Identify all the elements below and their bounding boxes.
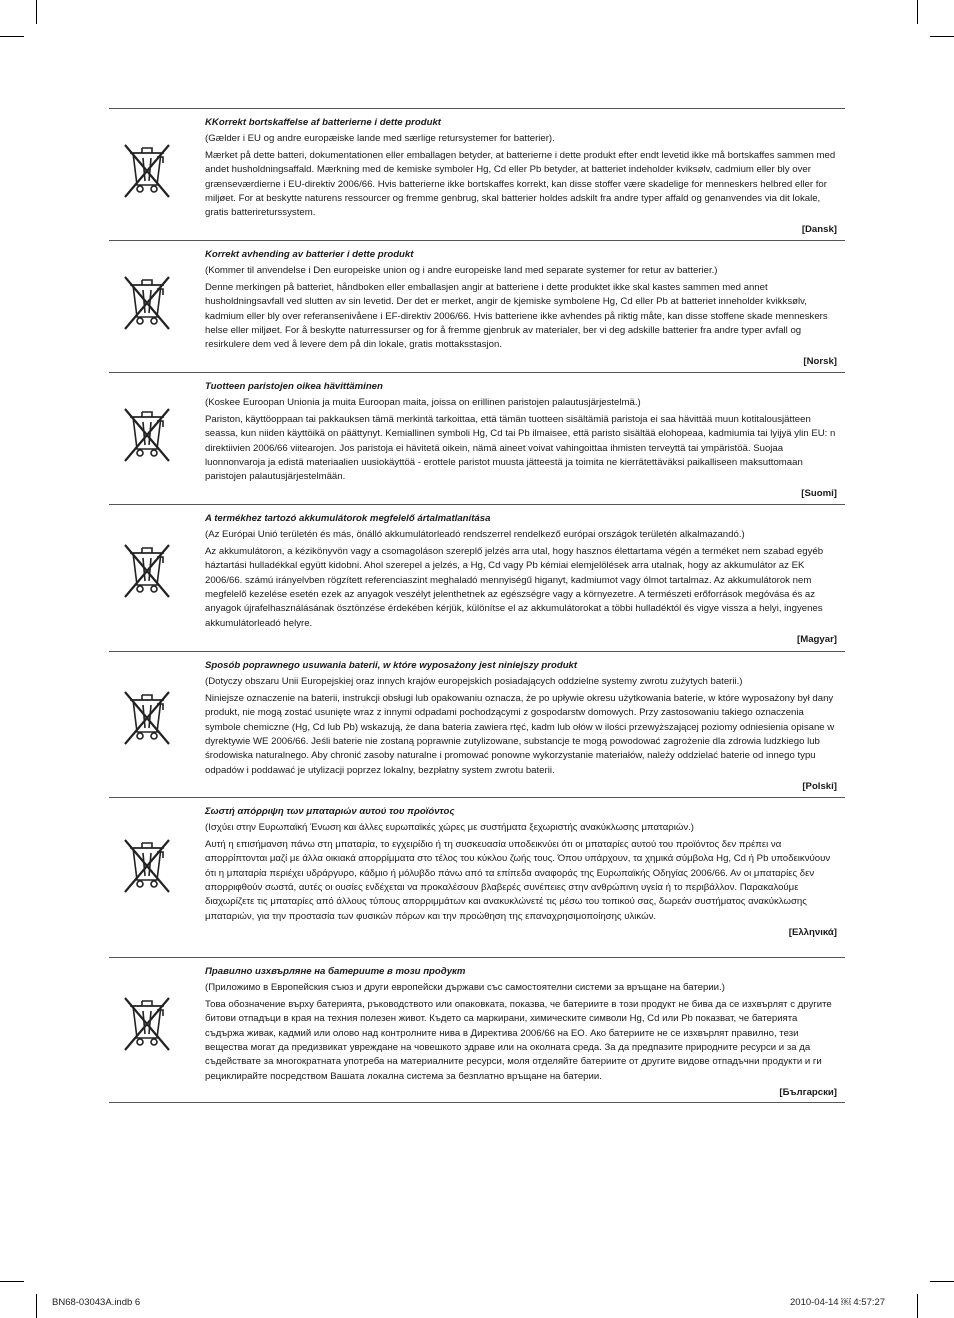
crop-mark <box>930 1281 954 1282</box>
crossed-out-wheelie-bin-icon <box>121 992 173 1056</box>
section-title: A termékhez tartozó akkumulátorok megfelelő ártalmatlanítása <box>205 513 491 524</box>
section-body: Denne merkingen på batteriet, håndboken eller emballasjen angir at batteriene i dette produktet ikke skal kastes sammen med annet husholdningsavfall ved slutten av sin levetid. Der det er merket, angir de kjemiske symbolene Hg, Cd eller Pb at batteriet inneholder kvikksølv, kadmium eller bly over referansenivåene i EF-direktiv 2006/66. Hvis batteriene ikke avhendes på riktig måte, kan disse stoffene skade menneskers helse eller miljøet. For å beskytte naturressurser og for å fremme gjenbruk av materialer, ber vi deg adskille batterier fra andre typer avfall og resirkulere dem ved å levere dem på din lokale, gratis mottaksstasjon. <box>205 281 828 351</box>
crop-mark <box>36 0 37 24</box>
section-intro: (Az Európai Unió területén és más, önálló akkumulátorleadó rendszerrel rendelkező európai országok területén alkalmazandó.) <box>205 529 745 541</box>
language-label: [Dansk] <box>801 223 837 235</box>
section-intro: (Ισχύει στην Ευρωπαϊκή Ένωση και άλλες ευρωπαϊκές χώρες με συστήματα ξεχωριστής ανακύκλωσης μπαταριών.) <box>205 822 694 834</box>
section-title: Σωστή απόρριψη των μπαταριών αυτού του προϊόντος <box>205 806 455 817</box>
section-norsk <box>109 241 845 373</box>
crop-mark <box>0 36 24 37</box>
crossed-out-wheelie-bin-icon <box>121 686 173 750</box>
section-dansk <box>109 109 845 241</box>
section-title: Sposób poprawnego usuwania baterii, w które wyposażony jest niniejszy produkt <box>205 660 578 671</box>
section-suomi <box>109 373 845 505</box>
section-intro: (Dotyczy obszaru Unii Europejskiej oraz innych krajów europejskich posiadających oddzielne systemy zwrotu zużytych baterii.) <box>205 676 743 688</box>
language-label: [Polski] <box>802 781 837 793</box>
section-intro: (Приложимо в Европейския съюз и други европейски държави със самостоятелни системи за връщане на батерии.) <box>205 982 725 994</box>
section-balgarski <box>109 958 845 1103</box>
section-intro: (Gælder i EU og andre europæiske lande med særlige retursystemer for batterier). <box>205 133 555 145</box>
section-title: Правилно изхвърляне на батериите в този продукт <box>205 966 466 977</box>
language-label: [Suomi] <box>801 487 837 499</box>
section-body: Niniejsze oznaczenie na baterii, instrukcji obsługi lub opakowaniu oznacza, że po upływie okresu użytkowania baterie, w które wyposażony był dany produkt, nie mogą zostać usunięte wraz z innymi odpadami pochodzącymi z gospodarstw domowych. Przy zastosowaniu takiego oznaczenia symbole chemiczne (Hg, Cd lub Pb) wskazują, że dana bateria zawiera rtęć, kadm lub ołów w ilości przewyższającej poziomy odniesienia opisane w dyrektywie WE 2006/66. Jeśli baterie nie zostaną poprawnie zutylizowane, substancje te mogą powodować zagrożenie dla zdrowia ludzkiego lub środowiska naturalnego. Aby chronić zasoby naturalne i promować ponowne wykorzystanie materiałów, należy oddzielać baterie od innego typu odpadów i poddawać je utylizacji poprzez lokalny, bezpłatny system zwrotu baterii. <box>205 692 835 776</box>
footer-timestamp: 2010-04-14 ￼ 4:57:27 <box>790 1297 886 1308</box>
section-body: Αυτή η επισήμανση πάνω στη μπαταρία, το εγχειρίδιο ή τη συσκευασία υποδεικνύει ότι οι μπαταρίες αυτού του προϊόντος δεν πρέπει να απορρίπτονται μαζί με άλλα οικιακά απορρίμματα στο τέλος του κύκλου ζωής τους. Όπου υπάρχουν, τα χημικά σύμβολα Hg, Cd ή Pb υποδεικνύουν ότι η μπαταρία περιέχει υδράργυρο, κάδμιο ή μόλυβδο πάνω από τα επίπεδα αναφοράς της Ευρωπαϊκής Οδηγίας 2006/66. Αν οι μπαταρίες δεν απορριφθούν σωστά, αυτές οι ουσίες ενδέχεται να προκαλέσουν βλαβερές συνέπειες στην ανθρώπινη υγεία ή το περιβάλλον. Παρακαλούμε διαχωρίζετε τις μπαταρίες από άλλους τύπους απορριμμάτων και ανακυκλώνετέ τις μέσω του τοπικού σας, δωρεάν συστήματος ανακύκλωσης μπαταριών, για την προστασία των φυσικών πόρων και την προώθηση της επαναχρησιμοποίησης υλικών. <box>205 838 831 922</box>
crossed-out-wheelie-bin-icon <box>121 834 173 898</box>
section-body: Pariston, käyttöoppaan tai pakkauksen tämä merkintä tarkoittaa, että tämän tuotteen sisältämiä paristoja ei saa hävittää muun kotitalousjätteen seassa, kun niiden käyttöikä on päättynyt. Kemiallinen symboli Hg, Cd tai Pb ilmaisee, että paristo sisältää elohopeaa, kadmiumia tai lyijyä ylin EU: n direktiivien 2006/66 viitearojen. Jos paristoja ei hävitetä oikein, nämä aineet voivat vahingoittaa ihmisten terveyttä tai ympäristöä. Suojaa luonnonvaroja ja edistä materiaalien uusiokäyttöä - erottele paristot muusta jätteestä ja toimita ne kierrätettäväksi paikalliseen maksuttomaan paristojen palautusjärjestelmään. <box>205 413 836 483</box>
language-label: [Norsk] <box>803 355 837 367</box>
section-title: KKorrekt bortskaffelse af batterierne i dette produkt <box>205 117 441 128</box>
crop-mark <box>36 1294 37 1318</box>
language-label: [Magyar] <box>797 634 837 646</box>
section-intro: (Koskee Euroopan Unionia ja muita Euroopan maita, joissa on erillinen paristojen palautusjärjestelmä.) <box>205 397 641 409</box>
section-title: Tuotteen paristojen oikea hävittäminen <box>205 381 383 392</box>
crop-mark <box>917 0 918 24</box>
crossed-out-wheelie-bin-icon <box>121 271 173 335</box>
footer-file-info: BN68-03043A.indb 6 <box>52 1297 141 1308</box>
language-label: [Ελληνικά] <box>788 927 837 939</box>
section-body: Mærket på dette batteri, dokumentationen eller emballagen betyder, at batterierne i dette produkt efter endt levetid ikke må bortskaffes sammen med andet husholdningsaffald. Mærkning med de kemiske symboler Hg, Cd eller Pb betyder, at batteriet indeholder kviksølv, cadmium eller bly over grænseværdierne i EU-direktiv 2006/66. Hvis batterierne ikke bortskaffes korrekt, kan disse stoffer være skadelige for menneskers helbred eller for miljøet. For at beskytte naturens ressourcer og fremme genbrug, skal batterier holdes adskilt fra andre typer affald og genanvendes via dit lokale, gratis batterireturssystem. <box>205 149 836 219</box>
section-ellinika <box>109 798 845 958</box>
section-magyar <box>109 505 845 652</box>
section-body: Az akkumulátoron, a kézikönyvön vagy a csomagoláson szereplő jelzés arra utal, hogy hasznos élettartama végén a terméket nem szabad egyéb háztartási hulladékkal együtt kidobni. Ahol szerepel a jelzés, a Hg, Cd vagy Pb kémiai elemjelölések arra utalnak, hogy az akkumulátor az EK 2006/66. számú irányelvben rögzített referenciaszint meghaladó mennyiségű higanyt, kadmiumot vagy ólmot tartalmaz. Az akkumulátorok nem megfelelő kezelése esetén ezek az anyagok veszélyt jelenthetnek az egészségre vagy a környezetre. A természeti erőforrások megóvása és az anyagok újrafelhasználásának ösztönzése érdekében kérjük, különítse el az akkumulátorokat a többi hulladéktól és vigye vissza a helyi, ingyenes akkumulátorleadó helyre. <box>205 545 824 629</box>
crop-mark <box>0 1281 24 1282</box>
section-intro: (Kommer til anvendelse i Den europeiske union og i andre europeiske land med separate systemer for retur av batterier.) <box>205 265 718 277</box>
battery-disposal-sections <box>109 108 845 1103</box>
language-label: [Български] <box>779 1087 837 1099</box>
crop-mark <box>930 36 954 37</box>
crossed-out-wheelie-bin-icon <box>121 139 173 203</box>
section-body: Това обозначение върху батерията, ръководството или опаковката, показва, че батериите в този продукт не бива да се изхвърлят с другите битови отпадъци в края на техния полезен живот. Където са маркирани, химическите символи Hg, Cd или Pb показват, че батерията съдържа живак, кадмий или олово над контролните нива в Директива 2006/66 на ЕО. Ако батериите не се изхвърлят правилно, тези вещества могат да предизвикат увреждане на човешкото здраве или на околната среда. За да предпазите природните ресурси и за да съдействате за многократната употреба на материалните ресурси, моля отделяйте батериите от другите видове отпадъчни продукти и ги рециклирайте посредством Вашата локална система за безплатно връщане на батерии. <box>205 998 832 1082</box>
section-title: Korrekt avhending av batterier i dette produkt <box>205 249 414 260</box>
crop-mark <box>917 1294 918 1318</box>
section-polski <box>109 652 845 798</box>
crossed-out-wheelie-bin-icon <box>121 539 173 603</box>
crossed-out-wheelie-bin-icon <box>121 403 173 467</box>
